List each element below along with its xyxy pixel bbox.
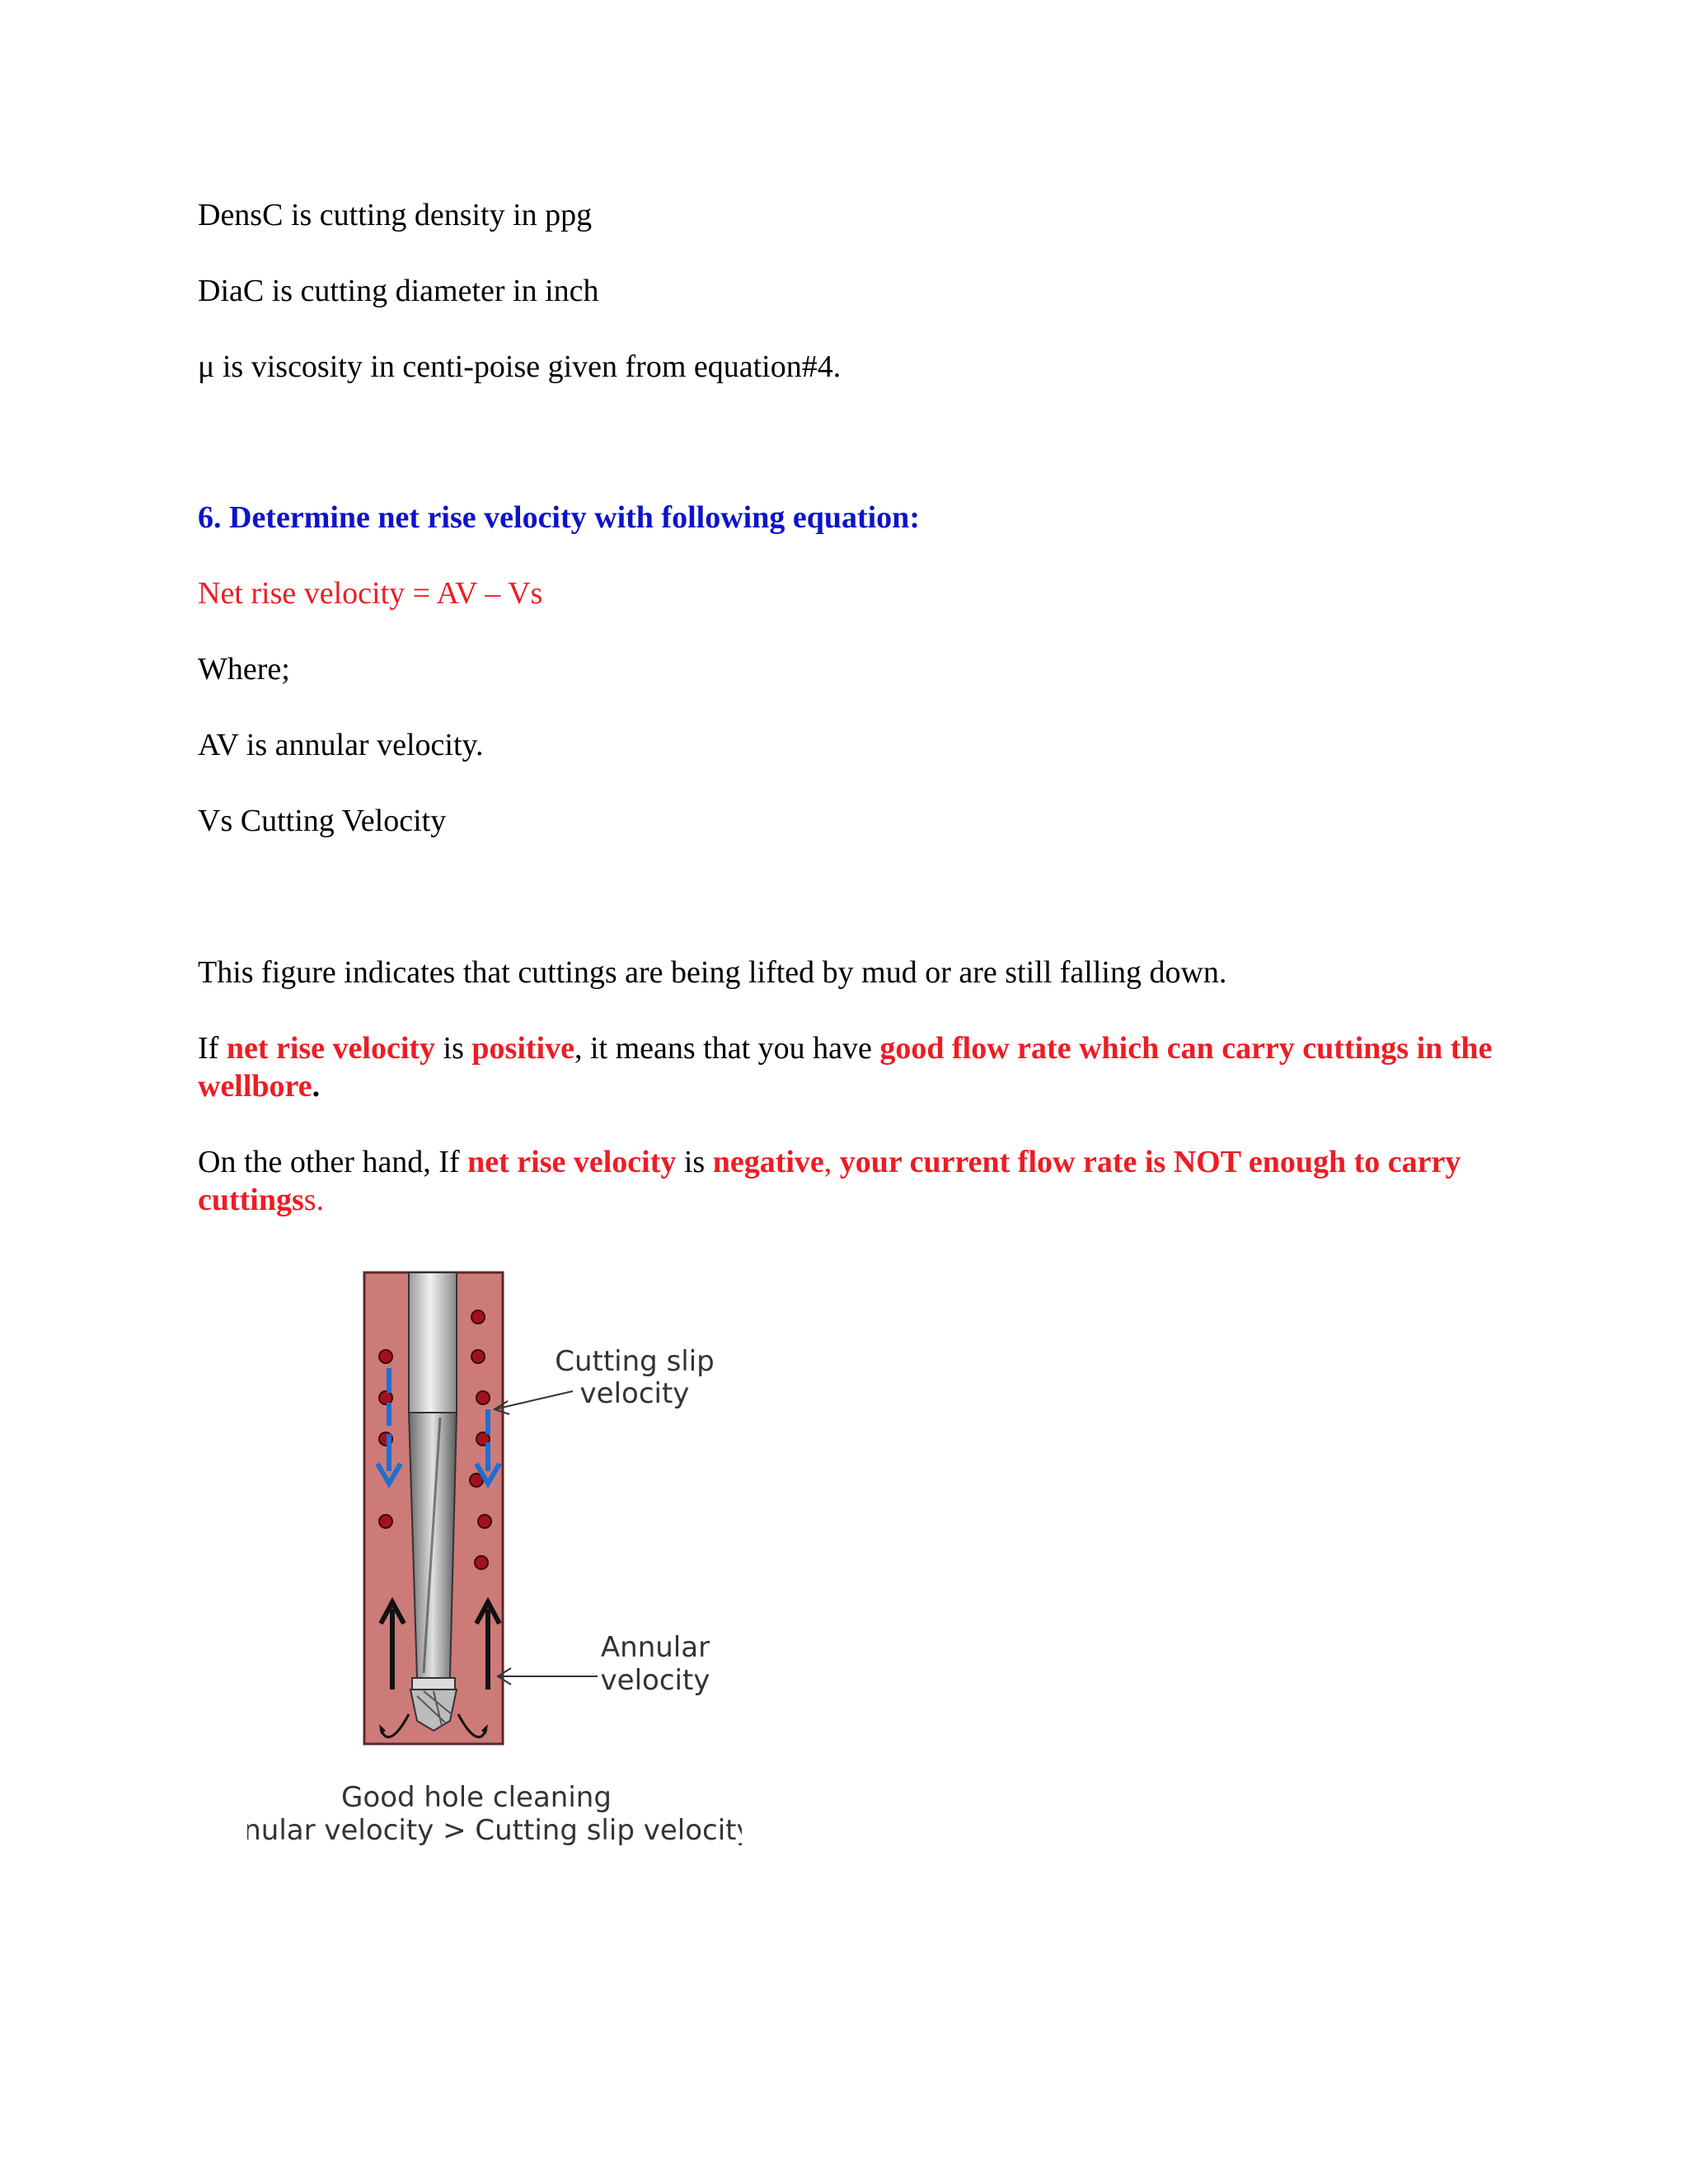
caption-2: Annular velocity > Cutting slip velocity	[247, 1814, 742, 1847]
def-diac: DiaC is cutting diameter in inch	[198, 274, 599, 308]
where-label: Where;	[198, 652, 290, 687]
caption-1: Good hole cleaning	[341, 1781, 612, 1814]
def-mu: μ is viscosity in centi-poise given from equation#4.	[198, 349, 842, 384]
positive-paragraph: If net rise velocity is positive, it means that you have good flow rate which can carry cuttings in the wellbore.	[198, 1031, 1493, 1104]
net-rise-equation: Net rise velocity = AV – Vs	[198, 576, 543, 611]
def-vs: Vs Cutting Velocity	[198, 804, 447, 838]
intro-paragraph: This figure indicates that cuttings are being lifted by mud or are still falling down.	[198, 955, 1227, 990]
drill-pipe	[409, 1272, 457, 1413]
negative-paragraph: On the other hand, If net rise velocity is negative, your current flow rate is NOT enough to carry cuttingss.	[198, 1145, 1461, 1217]
slip-pointer	[495, 1391, 573, 1409]
label-annular-1: Annular	[600, 1631, 710, 1664]
def-av: AV is annular velocity.	[198, 728, 484, 762]
drill-bit-shank	[412, 1678, 455, 1690]
label-annular-2: velocity	[600, 1664, 710, 1697]
section-heading: 6. Determine net rise velocity with following equation:	[198, 500, 920, 535]
wellbore-diagram	[247, 1269, 742, 1863]
label-slip-1: Cutting slip	[555, 1345, 715, 1378]
def-densc: DensC is cutting density in ppg	[198, 198, 593, 232]
hole-cleaning-figure	[247, 1269, 742, 1863]
label-slip-2: velocity	[579, 1377, 690, 1410]
